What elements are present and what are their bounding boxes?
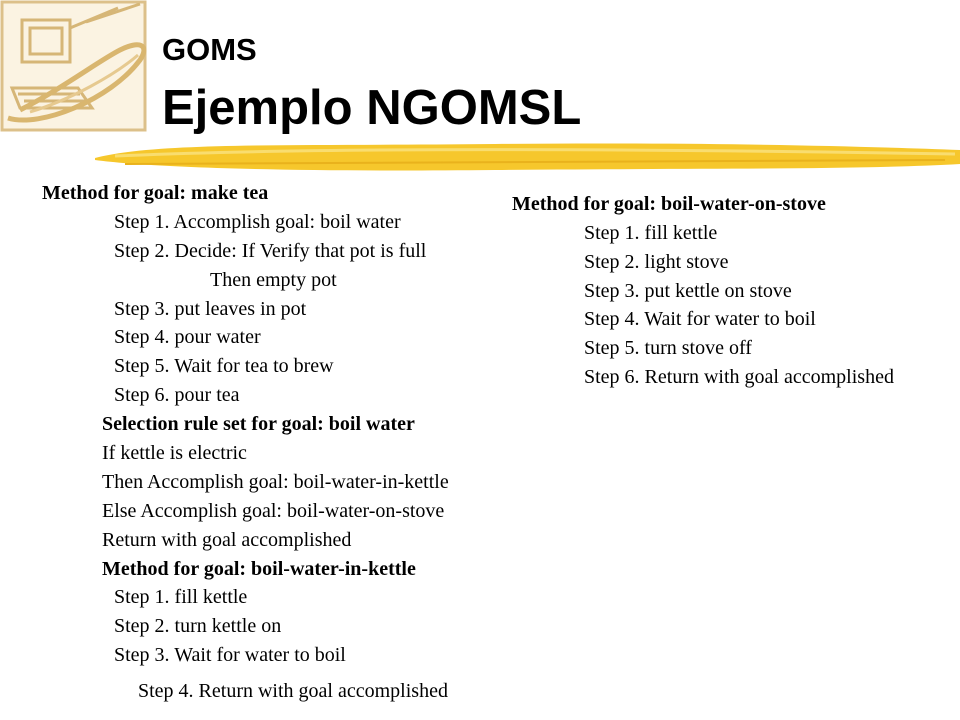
in-kettle-step: Step 3. Wait for water to boil [114, 644, 346, 666]
make-tea-heading: Method for goal: make tea [42, 182, 269, 204]
on-stove-step: Step 1. fill kettle [584, 222, 718, 244]
make-tea-step: Step 2. Decide: If Verify that pot is full [114, 240, 427, 262]
brush-stroke-divider [95, 138, 960, 174]
selection-rule-line: If kettle is electric [102, 442, 247, 464]
page-title: Ejemplo NGOMSL [162, 81, 582, 135]
make-tea-step: Then empty pot [210, 269, 337, 291]
in-kettle-step: Step 2. turn kettle on [114, 615, 282, 637]
on-stove-heading: Method for goal: boil-water-on-stove [512, 193, 826, 215]
selection-rule-line: Return with goal accomplished [102, 529, 352, 551]
on-stove-step: Step 4. Wait for water to boil [584, 308, 816, 330]
on-stove-step: Step 5. turn stove off [584, 337, 752, 359]
selection-rule-line: Else Accomplish goal: boil-water-on-stove [102, 500, 445, 522]
in-kettle-step: Step 1. fill kettle [114, 586, 248, 608]
make-tea-step: Step 5. Wait for tea to brew [114, 355, 334, 377]
make-tea-step: Step 4. pour water [114, 326, 261, 348]
in-kettle-heading: Method for goal: boil-water-in-kettle [102, 558, 416, 580]
make-tea-step: Step 1. Accomplish goal: boil water [114, 211, 401, 233]
on-stove-step: Step 2. light stove [584, 251, 729, 273]
page-subtitle: GOMS [162, 32, 257, 67]
make-tea-step: Step 3. put leaves in pot [114, 298, 307, 320]
in-kettle-step: Step 4. Return with goal accomplished [138, 680, 448, 702]
on-stove-step: Step 6. Return with goal accomplished [584, 366, 894, 388]
make-tea-step: Step 6. pour tea [114, 384, 240, 406]
selection-rule-heading: Selection rule set for goal: boil water [102, 413, 415, 435]
on-stove-step: Step 3. put kettle on stove [584, 280, 792, 302]
computer-orbit-logo-icon [0, 0, 150, 135]
selection-rule-line: Then Accomplish goal: boil-water-in-kettle [102, 471, 449, 493]
